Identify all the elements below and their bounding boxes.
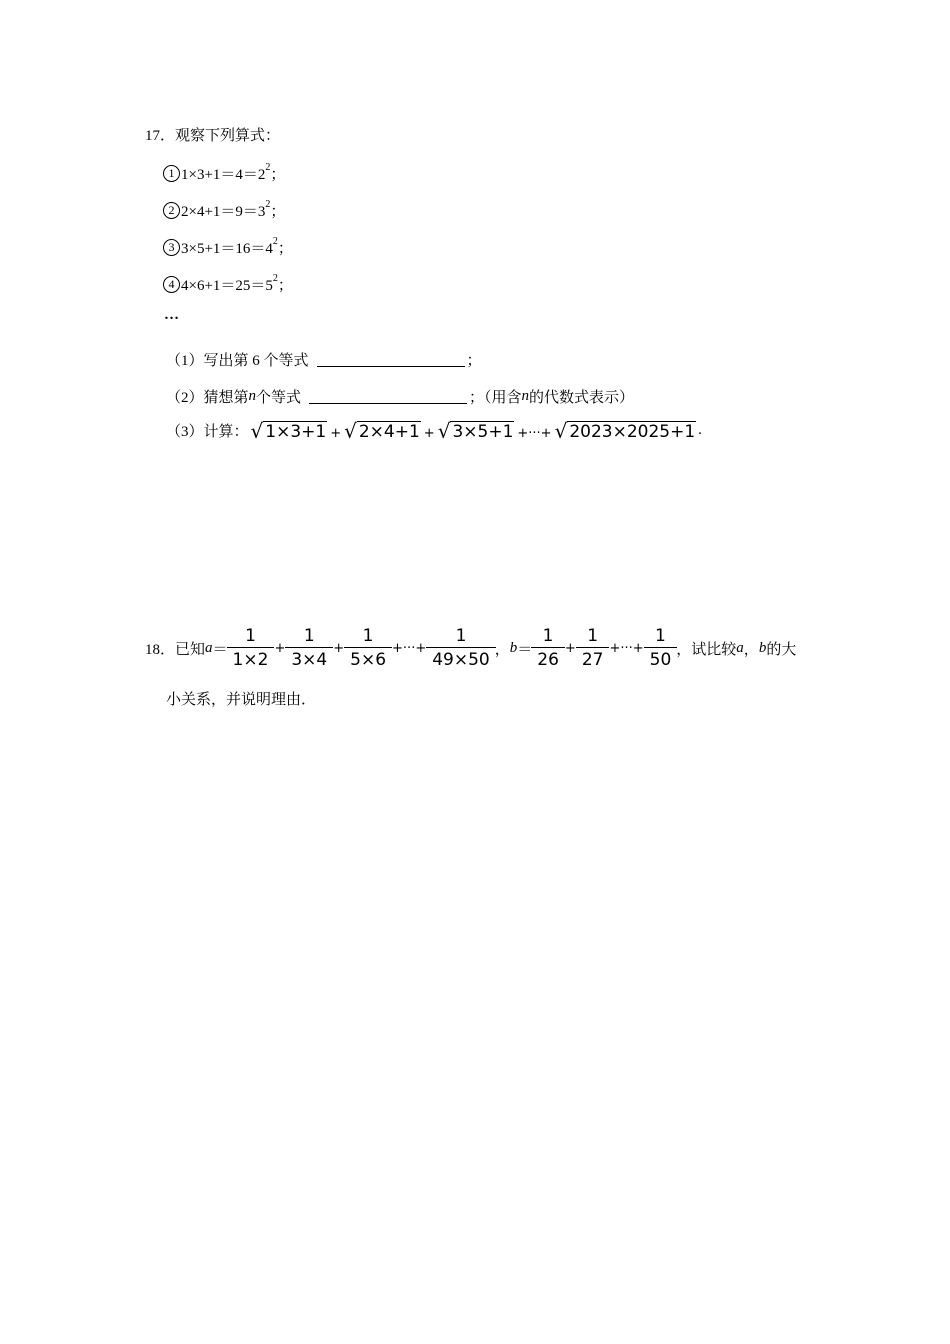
ellipsis-plus: +···+ xyxy=(609,641,644,656)
radicand: 2×4+1 xyxy=(358,421,420,442)
denominator: 50 xyxy=(644,647,678,671)
text: 已知 xyxy=(175,642,206,658)
q17-part-2 xyxy=(166,386,634,407)
radicand: 2023×2025+1 xyxy=(569,421,696,442)
ellipsis-plus: +···+ xyxy=(392,641,427,656)
denominator: 49×50 xyxy=(426,647,496,671)
part-label: （1）写出第 6 个等式 xyxy=(166,353,309,369)
part-label: （2）猜想第 xyxy=(166,390,249,406)
q17-part-3 xyxy=(166,420,702,441)
fraction xyxy=(429,626,493,671)
sqrt-term: √ 1×3+1 xyxy=(250,418,327,443)
radicand: 3×5+1 xyxy=(452,421,514,442)
punct: ； xyxy=(270,204,286,220)
equation: 1×3+1＝4＝2 xyxy=(181,167,266,183)
part-label: 个等式 xyxy=(256,390,302,406)
exponent: 2 xyxy=(272,236,278,247)
q18-number: 18． xyxy=(145,642,176,658)
plus: + xyxy=(333,641,345,656)
note: 的代数式表示） xyxy=(529,390,635,406)
plus: + xyxy=(564,641,576,656)
fraction xyxy=(534,626,562,671)
sqrt-term: √ 3×5+1 xyxy=(437,418,514,443)
variable-a: a xyxy=(736,640,744,656)
equation: 3×5+1＝16＝4 xyxy=(181,241,273,257)
sqrt-term: √ 2023×2025+1 xyxy=(554,418,696,443)
punct: . xyxy=(698,422,702,438)
fraction xyxy=(647,626,675,671)
numerator: 1 xyxy=(655,626,666,646)
q17-ellipsis: … xyxy=(164,307,179,323)
text: ，试比较 xyxy=(676,642,737,658)
answer-blank-1[interactable] xyxy=(317,352,465,367)
variable-a: a xyxy=(205,640,213,656)
circled-number: 3 xyxy=(163,239,180,256)
note: ；（用含 xyxy=(469,390,522,406)
punct: ； xyxy=(277,241,293,257)
fraction xyxy=(230,626,272,671)
b-expression xyxy=(532,626,676,671)
plus: + xyxy=(274,641,286,656)
circled-number: 1 xyxy=(163,165,180,182)
equals: ＝ xyxy=(517,642,533,658)
denominator: 27 xyxy=(576,647,610,671)
equation: 4×6+1＝25＝5 xyxy=(181,278,273,294)
equation: 2×4+1＝9＝3 xyxy=(181,204,266,220)
q17-prompt: 观察下列算式： xyxy=(175,128,281,144)
a-expression xyxy=(228,626,495,671)
denominator: 26 xyxy=(531,647,565,671)
fraction xyxy=(288,626,330,671)
variable-n: n xyxy=(248,388,257,404)
sqrt-term: √ 2×4+1 xyxy=(344,418,420,443)
q17-item-2 xyxy=(163,200,285,221)
exponent: 2 xyxy=(272,273,278,284)
punct: ， xyxy=(494,642,510,658)
numerator: 1 xyxy=(542,626,554,646)
text: 的大 xyxy=(766,642,797,658)
punct: ； xyxy=(466,353,482,369)
sqrt-sum-expression xyxy=(249,418,699,443)
punct: ， xyxy=(743,642,759,658)
fraction xyxy=(579,626,607,671)
radicand: 1×3+1 xyxy=(265,421,327,442)
numerator: 1 xyxy=(245,626,256,646)
plus: + xyxy=(330,425,342,441)
answer-blank-2[interactable] xyxy=(309,389,467,404)
equals: ＝ xyxy=(212,642,228,658)
q17-item-3 xyxy=(163,237,293,258)
q17-part-1 xyxy=(166,349,482,370)
denominator: 1×2 xyxy=(227,647,275,671)
numerator: 1 xyxy=(303,626,315,646)
fraction xyxy=(347,626,389,671)
variable-b: b xyxy=(509,640,518,656)
denominator: 5×6 xyxy=(344,647,392,671)
exponent: 2 xyxy=(265,199,271,210)
punct: ； xyxy=(270,167,286,183)
q17-item-1 xyxy=(163,163,285,184)
ellipsis-plus: +···+ xyxy=(517,425,552,441)
exponent: 2 xyxy=(265,162,271,173)
variable-b: b xyxy=(758,640,767,656)
numerator: 1 xyxy=(587,626,599,646)
numerator: 1 xyxy=(362,626,374,646)
denominator: 3×4 xyxy=(285,647,333,671)
numerator: 1 xyxy=(455,626,467,646)
q17-item-4 xyxy=(163,274,293,295)
circled-number: 4 xyxy=(163,276,180,293)
plus: + xyxy=(423,425,435,441)
variable-n: n xyxy=(521,388,530,404)
part-label: （3）计算： xyxy=(166,424,249,440)
punct: ； xyxy=(277,278,293,294)
q17-number: 17． xyxy=(145,128,176,144)
q18-line-2: 小关系，并说明理由． xyxy=(166,692,317,708)
q17-heading xyxy=(145,124,280,145)
circled-number: 2 xyxy=(163,202,180,219)
q18-line-1 xyxy=(145,626,796,671)
